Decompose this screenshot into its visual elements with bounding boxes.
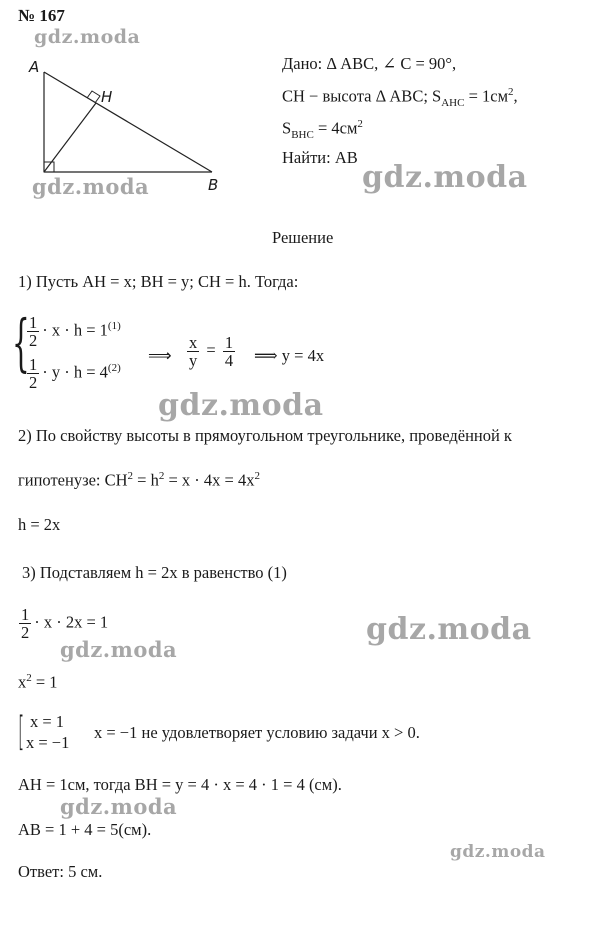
- root-2: x = −1: [26, 733, 70, 752]
- watermark: gdz.moda: [32, 174, 150, 199]
- side-ab: [44, 72, 212, 172]
- watermark: gdz.moda: [60, 637, 178, 662]
- solution-title: Решение: [272, 228, 334, 247]
- problem-number: № 167: [18, 6, 65, 25]
- answer: Ответ: 5 см.: [18, 862, 103, 881]
- x-squared: $x^2 = 1$: [18, 672, 58, 692]
- h-equals: h = 2x: [18, 515, 61, 534]
- watermark: gdz.moda: [60, 794, 178, 819]
- step-3: 3) Подставляем h = 2x в равенство (1): [22, 563, 287, 582]
- given-line-3: $S_{BHC} = 4см^2$: [282, 118, 363, 141]
- root-1: x = 1: [30, 712, 65, 731]
- vertex-label-b: B: [208, 176, 219, 194]
- watermark: gdz.moda: [362, 160, 528, 195]
- given-line-4: Найти: AB: [282, 148, 358, 167]
- watermark: gdz.moda: [366, 612, 532, 647]
- watermark: gdz.moda: [34, 26, 141, 48]
- step-2-line-1: 2) По свойству высоты в прямоугольном треугольнике, проведённой к: [18, 426, 512, 445]
- vertex-label-a: A: [29, 58, 40, 76]
- implies-arrow-1: ⟹: [148, 346, 172, 365]
- roots-bracket: [: [18, 709, 25, 755]
- implies-arrow-2: ⟹ y = 4x: [254, 346, 325, 365]
- vertex-label-h: H: [101, 88, 113, 106]
- watermark: gdz.moda: [450, 842, 546, 862]
- system-eq-2: $\frac{1}{2}$ · $y \cdot h = 4^{(2)}$: [29, 355, 121, 393]
- watermark: gdz.moda: [158, 388, 324, 423]
- substituted-equation: $\frac{1}{2}$ · x · 2x = 1: [21, 605, 109, 643]
- ratio-equation: $\frac{x}{y}$ = $\frac{1}{4}$: [189, 333, 234, 371]
- system-eq-1: $\frac{1}{2}$ · $x \cdot h = 1^{(1)}$: [29, 313, 121, 351]
- system-brace: {: [12, 306, 30, 379]
- step-2-line-2: гипотенузе: $CH^2 = h^2 = x \cdot 4x = 4x^2$: [18, 470, 260, 490]
- ah-line: AH = 1см, тогда BH = y = 4 · x = 4 · 1 = 4 (см).: [18, 775, 342, 794]
- given-line-1: Дано: Δ ABC, ∠ C = 90°,: [282, 54, 457, 73]
- step-1: 1) Пусть AH = x; BH = y; CH = h. Тогда:: [18, 272, 299, 291]
- ab-line: AB = 1 + 4 = 5(см).: [18, 820, 152, 839]
- given-line-2: CH − высота Δ ABC; $S_{AHC} = 1см^2$,: [282, 86, 518, 109]
- root-note: x = −1 не удовлетворяет условию задачи x > 0.: [94, 723, 420, 742]
